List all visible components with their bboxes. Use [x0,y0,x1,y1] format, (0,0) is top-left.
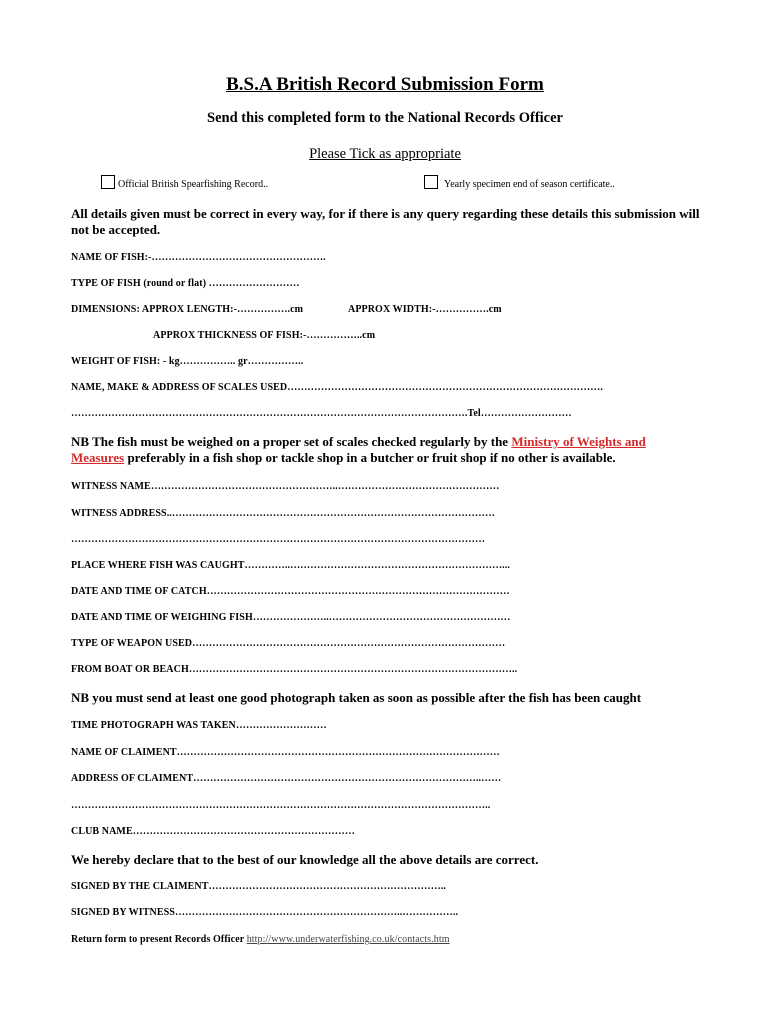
address-claiment-line2: …………………………………………………………………………………………………………….. [71,800,491,811]
dimensions-length-field: DIMENSIONS: APPROX LENGTH:-…………….cm [71,304,304,315]
witness-address-field: WITNESS ADDRESS..…………………………………………………………………………………… [71,508,496,519]
boat-beach-field: FROM BOAT OR BEACH…………………………………………………………………………………….. [71,664,518,675]
signed-claiment-field: SIGNED BY THE CLAIMENT…………………………………………………………….. [71,881,447,892]
ministry-link-part1[interactable]: Ministry of Weights and [511,434,646,449]
signed-witness-field: SIGNED BY WITNESS…………………………………………………………..…………….. [71,907,459,918]
nb-scales-note [71,434,711,466]
name-of-fish-field: NAME OF FISH:-……………………………………………. [71,252,326,263]
official-record-checkbox[interactable] [101,175,115,189]
nb-scales-post: preferably in a fish shop or tackle shop in a butcher or fruit shop if no other is available. [124,450,616,465]
declaration-text: We hereby declare that to the best of our knowledge all the above details are correct. [71,852,539,867]
date-weighing-field: DATE AND TIME OF WEIGHING FISH…………………..……………………………………………… [71,612,511,623]
accuracy-note: All details given must be correct in every way, for if there is any query regarding these details this submission will not be accepted. [71,206,700,237]
weight-field: WEIGHT OF FISH: - kg…………….. gr…………….. [71,356,304,367]
dimensions-width-field: APPROX WIDTH:-…………….cm [348,304,502,315]
witness-address-line2: …………………………………………………………………………………………………………… [71,534,486,545]
return-text: Return form to present Records Officer [71,934,247,945]
yearly-certificate-checkbox[interactable] [424,175,438,189]
contacts-link[interactable]: http://www.underwaterfishing.co.uk/contacts.htm [246,934,450,945]
place-caught-field: PLACE WHERE FISH WAS CAUGHT…………..………………………………………………………... [71,560,510,571]
nb-scales-pre: NB The fish must be weighed on a proper set of scales checked regularly by the [71,434,512,449]
form-title: B.S.A British Record Submission Form [226,74,544,95]
official-record-label: Official British Spearfishing Record.. [118,179,269,190]
type-of-fish-field: TYPE OF FISH (round or flat) ……………………… [71,278,300,289]
witness-name-field: WITNESS NAME………………………………………………..………………………………………… [71,481,500,492]
name-claiment-field: NAME OF CLAIMENT…………………………………………………………………………………… [71,747,500,758]
tick-heading: Please Tick as appropriate [309,146,461,162]
yearly-certificate-label: Yearly specimen end of season certificate.. [444,179,615,190]
nb-photo-note: NB you must send at least one good photograph taken as soon as possible after the fish has been caught [71,690,642,705]
scales-tel-field: ……………………………………………………………………………………………………….Tel……………………… [71,408,572,419]
time-photo-field: TIME PHOTOGRAPH WAS TAKEN……………………… [71,720,327,731]
thickness-field: APPROX THICKNESS OF FISH:-……………..cm [153,330,376,341]
club-name-field: CLUB NAME………………………………………………………… [71,826,355,837]
scales-used-field: NAME, MAKE & ADDRESS OF SCALES USED…………………………………………………………………………………. [71,382,603,393]
return-instructions [71,934,450,945]
date-catch-field: DATE AND TIME OF CATCH……………………………………………………………………………… [71,586,510,597]
form-subtitle: Send this completed form to the National Records Officer [207,110,563,126]
address-claiment-field: ADDRESS OF CLAIMENT…………………………………………………………………………..…… [71,773,502,784]
ministry-link-part2[interactable]: Measures [71,450,125,465]
weapon-field: TYPE OF WEAPON USED………………………………………………………………………………… [71,638,506,649]
